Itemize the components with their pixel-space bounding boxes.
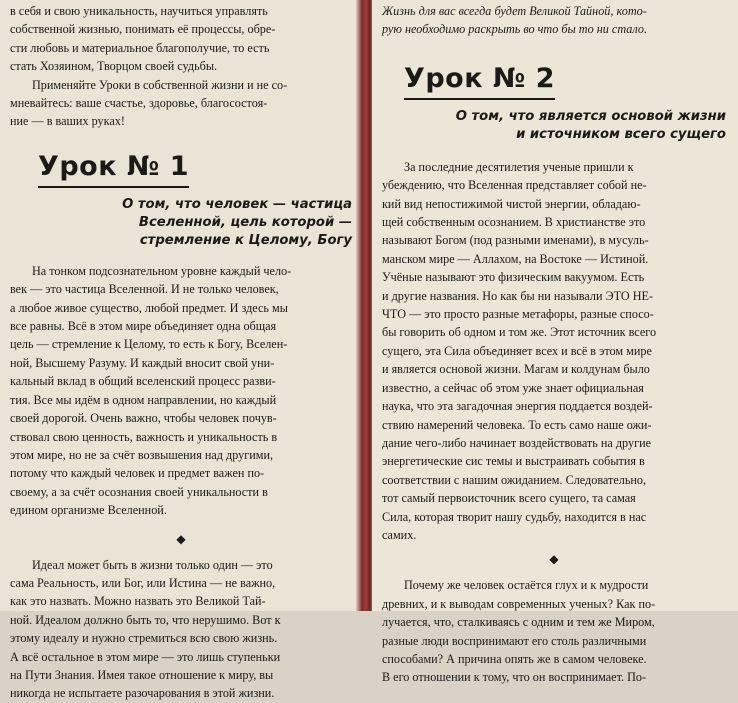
text-line: а любое живое существо, любой предмет. И здесь мы [10,300,288,315]
text-line: известно, а сейчас об этом уже знает официальная [382,380,644,395]
text-line: и источником всего сущего [516,126,726,142]
text-line: ние — в ваших руках! [10,114,125,129]
text-line: древних, и к выводам современных ученых? Как по- [382,596,656,611]
text-line: щей собственным осознанием. В христианстве это [382,215,646,230]
left-page-content [10,2,352,703]
text-line: Идеал может быть в жизни только один — это [32,557,273,572]
text-line: способами? А причина опять же в самом человеке. [382,651,647,666]
text-line: этом мире, но не за счёт возвышения над другими, [10,447,274,462]
intro-paragraph [10,2,352,76]
text-line: Жизнь для вас всегда будет Великой Тайной, кото- [382,4,647,18]
text-line: энергетические сис темы и выстраивать события в [382,454,645,469]
text-line: манском мире — Аллахом, на Востоке — Истиной. [382,251,649,266]
text-line: собственной жизнью, понимать её процессы, обре- [10,22,276,37]
text-line: соответствии с нашим ожиданием. Следовательно, [382,472,647,487]
text-line: ной, Высшему Разуму. И каждый вносит свой уни- [10,355,275,370]
text-line: На тонком подсознательном уровне каждый чело- [32,263,292,278]
text-line: бы говорить об одном и том же. Этот источник всего [382,325,657,340]
text-line: век — это частица Вселенной. И не только человек, [10,282,279,297]
section-divider: ◆ [176,531,186,546]
text-line: Учёные называют это физическим вакуумом. Есть [382,270,645,285]
text-line: кий вид непостижимой чистой энергии, обладаю- [382,196,641,211]
text-line: Применяйте Уроки в собственной жизни и не со- [32,77,288,92]
text-line: ствию намерений человека. То есть само наше ожи- [382,417,652,432]
lesson-2-paragraph-1 [382,158,726,545]
text-line: О том, что человек — частица [122,196,352,212]
text-line: А всё остальное в этом мире — это лишь ступеньки [10,649,281,664]
text-line: все равны. Всё в этом мире объединяет одна общая [10,319,277,334]
text-line: цель — стремление к Целому, то есть к Богу, Вселен- [10,337,288,352]
text-line: дание чего-либо начинает воздействовать на другие [382,435,651,450]
text-line: и другие названия. Но как бы ни называли ЭТО НЕ- [382,288,654,303]
text-line: лучается, что, сталкиваясь с одним и тем же Миром, [382,615,655,630]
intro-paragraph-2 [10,76,352,131]
text-line: убеждению, что Вселенная представляет собой не- [382,178,647,193]
text-line: как это назвать. Можно назвать это Великой Тай- [10,594,266,609]
intro-paragraph [382,2,726,39]
text-line: никогда не испытаете разочарования в этой жизни. [10,686,275,701]
left-page [0,0,361,701]
text-line: Сила, которая творит нашу судьбу, находится в нас [382,509,647,524]
text-line: мневайтесь: ваше счастье, здоровье, благосостоя- [10,96,268,111]
right-page [372,0,738,685]
text-line: стать Хозяином, Творцом своей судьбы. [10,59,218,74]
text-line: сти любовь и материальное благополучие, то есть [10,40,270,55]
text-line: За последние десятилетия ученые пришли к [404,159,634,174]
lesson-1-paragraph-2 [10,556,352,703]
text-line: на Пути Знания. Имея такое отношение к миру, вы [10,667,274,682]
text-line: самих. [382,527,417,542]
text-line: потому что каждый человек и предмет важен по- [10,466,265,481]
text-line: ЧТО — это просто разные метафоры, разные спосо- [382,307,654,322]
lesson-1-paragraph-1 [10,262,352,520]
text-line: сама Реальность, или Бог, или Истина — не важно, [10,575,276,590]
lesson-2-paragraph-2 [382,576,726,686]
text-line: В его отношении к тому, что он воспринимает. По- [382,670,647,685]
text-line: О том, что является основой жизни [455,108,726,124]
text-line: Почему же человек остаётся глух и к мудрости [404,578,649,593]
text-line: рую необходимо раскрыть во что бы то ни стало. [382,22,647,37]
text-line: наука, что эта загадочная энергия поддается воздей- [382,399,653,414]
text-line: едином организме Вселенной. [10,503,167,518]
right-page-content [382,2,726,687]
text-line: тия. Все мы идём в одном направлении, но каждый [10,392,277,407]
text-line: сущего, эта Сила объединяет всех и всё в этом мире [382,343,652,358]
text-line: ствовал свою ценность, важность и уникальность в [10,429,278,444]
text-line: ной. Идеалом должно быть то, что нерушимо. Вот к [10,612,281,627]
lesson-2-title: Урок № 2 [404,63,555,100]
text-line: тот самый первоисточник всего сущего, та самая [382,491,636,506]
text-line: кальный вклад в общий вселенский процесс разви- [10,374,276,389]
text-line: Вселенной, цель которой — [138,214,352,230]
text-line: стремление к Целому, Богу [139,232,352,248]
text-line: своему, а за счёт осознания своей уникальности в [10,484,268,499]
text-line: в себя и свою уникальность, научиться управлять [10,4,268,18]
lesson-1-title: Урок № 1 [38,151,189,188]
section-divider: ◆ [549,552,559,567]
text-line: разные люди воспринимают его столь различными [382,633,647,648]
text-line: называют Богом (под разными именами), в мусуль- [382,233,649,248]
text-line: и является основой жизни. Магам и колдунам было [382,362,650,377]
text-line: своей дорогой. Очень важно, чтобы человек почув- [10,411,277,426]
lesson-1-subtitle [10,196,352,250]
text-line: этому идеалу и нужно стремиться всю свою жизнь. [10,631,278,646]
lesson-2-subtitle [382,108,726,144]
